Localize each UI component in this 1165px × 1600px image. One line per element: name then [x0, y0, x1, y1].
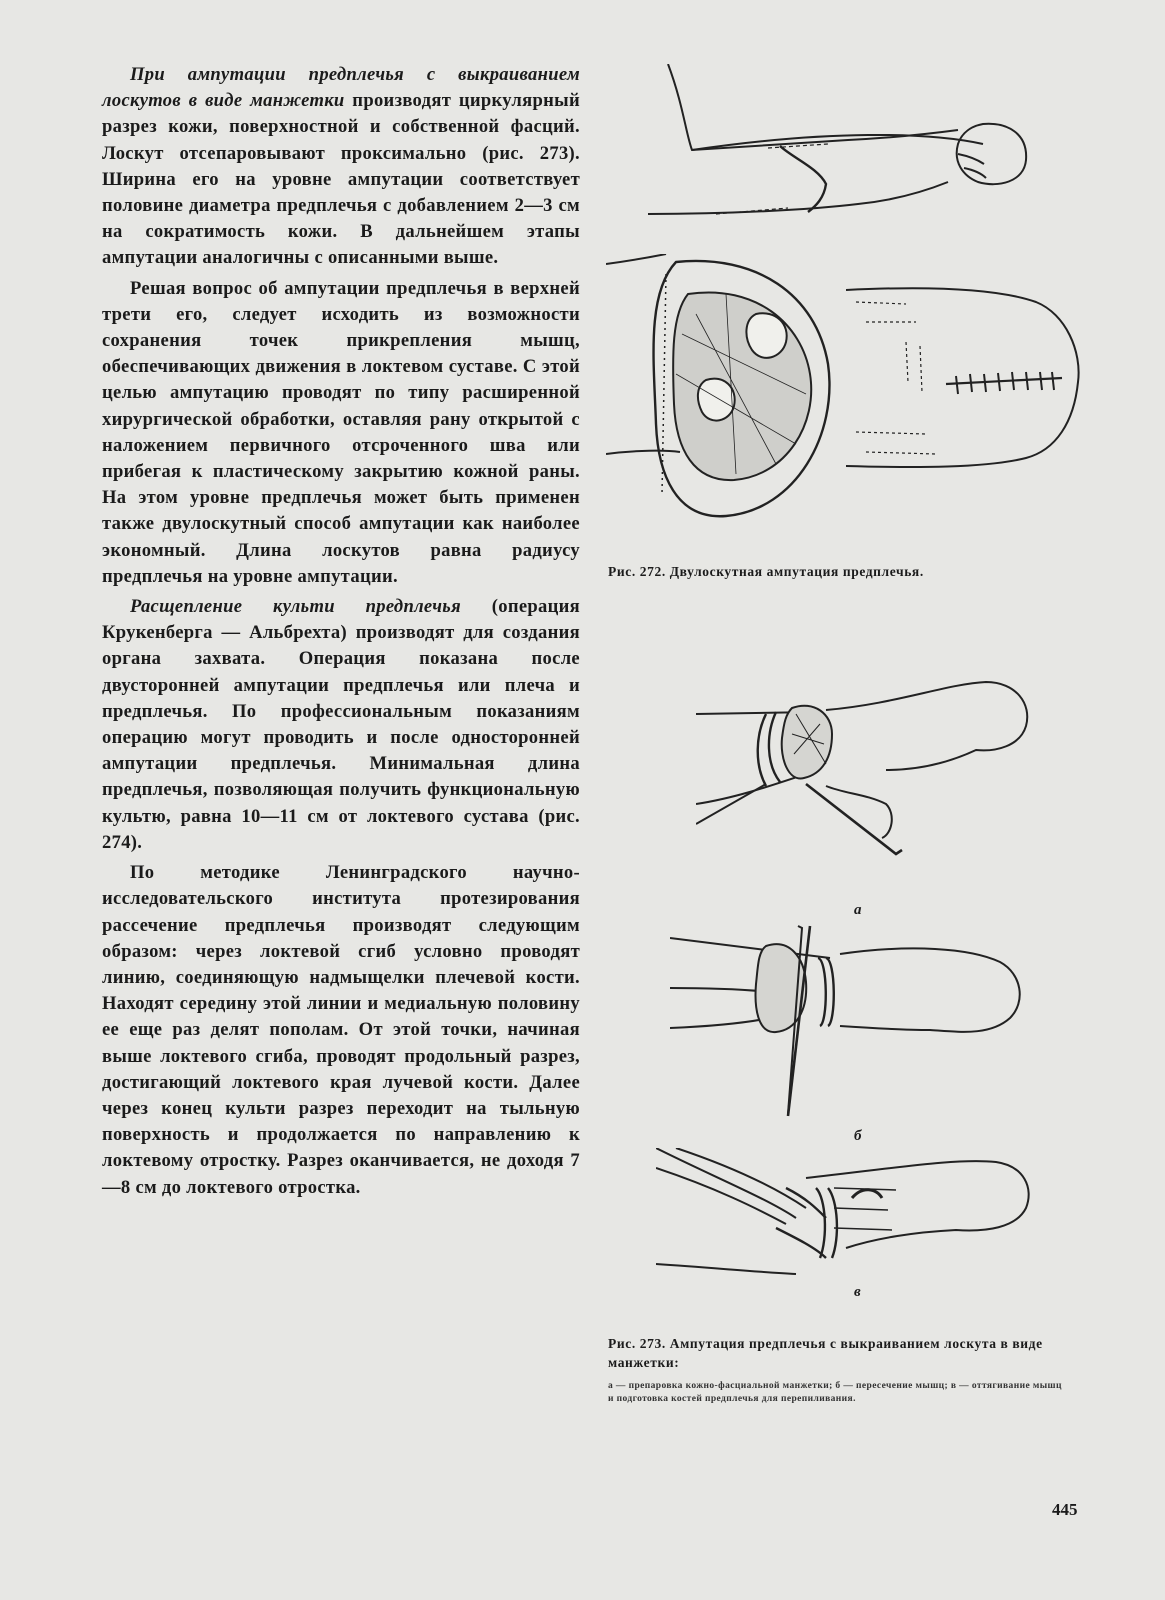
paragraph-1-emphasis: При ампутации предплечья с выкраиванием лоскутов в виде манжетки — [102, 64, 580, 112]
figure-272-caption: Рис. 272. Двулоскутная ампутация предплечья. — [608, 564, 924, 579]
paragraph-2: Решая вопрос об ампутации предплечья в верхней трети его, следует исходить из возможности сохранения точек прикрепления мышц, обеспечивающих движения в локтевом суставе. С этой целью ампутацию проводят по типу расширенной хирургической обработки, оставляя рану открытой с наложением первичного отсроченного шва или прибегая к пластическому закрытию кожной раны. На этом уровне предплечья может быть применен также двулоскутный способ ампутации как наиболее экономный. Длина лоскутов равна радиусу предплечья на уровне ампутации. — [102, 277, 580, 587]
figure-272-stump-section — [606, 254, 846, 524]
figure-272-arm-incision — [628, 64, 1028, 234]
paragraph-3-emphasis: Расщепление культи предплечья — [130, 596, 461, 618]
figure-273-legend: а — препаровка кожно-фасциальной манжетки; б — пересечение мышц; в — оттягивание мышц и подготовка костей предплечья для перепиливания. — [608, 1381, 1062, 1404]
text-column — [102, 62, 580, 1205]
figure-272-sutured-stump — [846, 282, 1086, 482]
paragraph-3-body: (операция Крукенберга — Альбрехта) производят для создания органа захвата. Операция показана после двусторонней ампутации предплечья или плеча и предплечья. По профессиональным показаниям операцию могут проводить и после односторонней ампутации предплечья. Минимальная длина предплечья, позволяющая получить функциональную культю, равна 10—11 см от локтевого сустава (рис. 274). — [102, 596, 581, 853]
figure-273-label-v: в — [854, 1284, 861, 1300]
page-number: 445 — [1052, 1500, 1078, 1519]
figure-273-caption: Рис. 273. Ампутация предплечья с выкраиванием лоскута в виде манжетки: — [608, 1336, 1043, 1370]
figure-273-v-muscle-retraction — [656, 1148, 1036, 1298]
paragraph-1-body: производят циркулярный разрез кожи, поверхностной и собственной фасций. Лоскут отсепаровывают проксимально (рис. 273). Ширина его на уровне ампутации соответствует половине диаметра предплечья с добавлением 2—3 см на сократимость кожи. В дальнейшем этапы ампутации аналогичны с описанными выше. — [102, 90, 580, 269]
paragraph-4: По методике Ленинградского научно-исследовательского института протезирования рассечение предплечья производят следующим образом: через локтевой сгиб условно проводят линию, соединяющую надмыщелки плечевой кости. Находят середину этой линии и медиальную половину ее еще раз делят пополам. От этой точки, начиная выше локтевого сгиба, проводят продольный разрез, достигающий локтевого края лучевой кости. Далее через конец культи разрез переходит на тыльную поверхность и продолжается по направлению к локтевому отростку. Разрез оканчивается, не доходя 7—8 см до локтевого отростка. — [102, 862, 580, 1198]
figure-273-label-b: б — [854, 1128, 862, 1144]
paragraph-3 — [102, 594, 580, 856]
figure-273-b-muscle-transection — [670, 918, 1030, 1118]
figure-273-label-a: а — [854, 902, 862, 918]
figure-273-a-cuff-dissection — [696, 674, 1036, 894]
paragraph-1 — [102, 62, 580, 272]
